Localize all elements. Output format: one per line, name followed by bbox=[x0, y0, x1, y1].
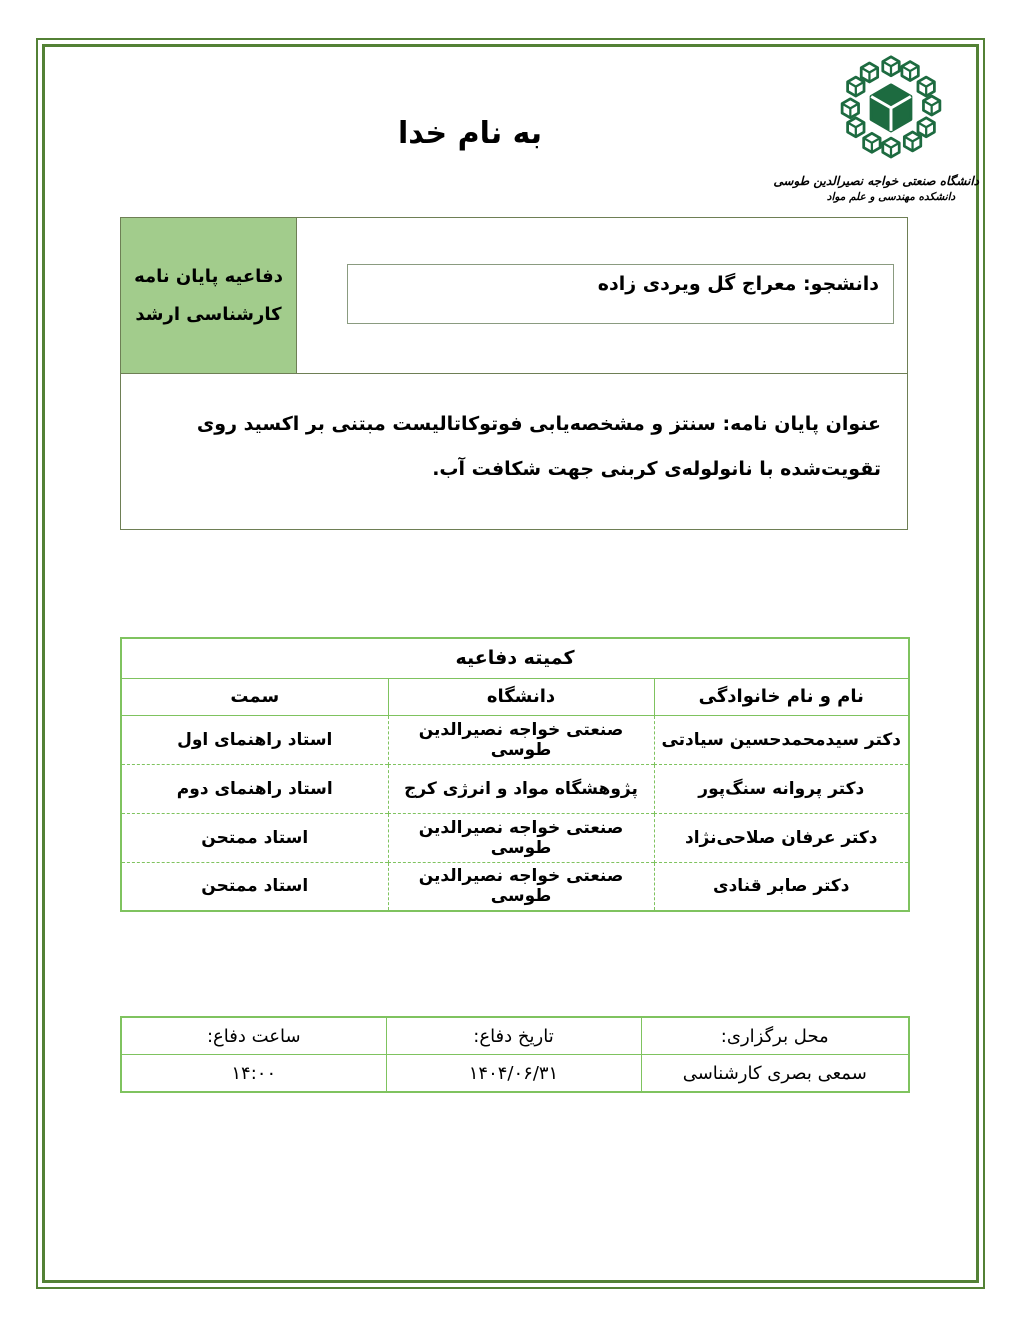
member-role: استاد راهنمای دوم bbox=[121, 764, 388, 813]
committee-title: کمیته دفاعیه bbox=[121, 638, 909, 678]
header-table-row1 bbox=[121, 218, 907, 374]
location-label: محل برگزاری: bbox=[641, 1017, 909, 1055]
member-role: استاد ممتحن bbox=[121, 813, 388, 862]
student-name-box bbox=[347, 264, 894, 324]
schedule-table bbox=[120, 1016, 910, 1093]
defense-type-line1: دفاعیه پایان نامه bbox=[134, 265, 283, 287]
member-name: دکتر عرفان صلاحی‌نژاد bbox=[654, 813, 909, 862]
schedule-header-row bbox=[121, 1017, 909, 1055]
faculty-name-calligraphy: دانشکده مهندسی و علم مواد bbox=[826, 191, 956, 203]
kntu-emblem-icon bbox=[823, 50, 959, 172]
member-role: استاد راهنمای اول bbox=[121, 715, 388, 764]
member-name: دکتر پروانه سنگ‌پور bbox=[654, 764, 909, 813]
table-row bbox=[121, 813, 909, 862]
col-header-university: دانشگاه bbox=[388, 678, 654, 715]
defense-type-line2: کارشناسی ارشد bbox=[135, 303, 282, 325]
member-name: دکتر سیدمحمدحسین سیادتی bbox=[654, 715, 909, 764]
member-university: صنعتی خواجه نصیرالدین طوسی bbox=[388, 715, 654, 764]
member-university: صنعتی خواجه نصیرالدین طوسی bbox=[388, 813, 654, 862]
schedule-value-row bbox=[121, 1055, 909, 1093]
member-name: دکتر صابر قنادی bbox=[654, 862, 909, 911]
thesis-title-cell bbox=[121, 374, 907, 529]
date-value: ۱۴۰۴/۰۶/۳۱ bbox=[386, 1055, 641, 1093]
bismillah-heading: به نام خدا bbox=[397, 116, 543, 151]
member-role: استاد ممتحن bbox=[121, 862, 388, 911]
table-row bbox=[121, 764, 909, 813]
header-table bbox=[120, 217, 908, 530]
member-university: پژوهشگاه مواد و انرژی کرج bbox=[388, 764, 654, 813]
committee-table bbox=[120, 637, 910, 912]
date-label: تاریخ دفاع: bbox=[386, 1017, 641, 1055]
time-value: ۱۴:۰۰ bbox=[121, 1055, 386, 1093]
member-university: صنعتی خواجه نصیرالدین طوسی bbox=[388, 862, 654, 911]
university-name-calligraphy: دانشگاه صنعتی خواجه نصیرالدین طوسی bbox=[773, 174, 979, 188]
table-row bbox=[121, 862, 909, 911]
thesis-title-text: عنوان پایان نامه: سنتز و مشخصه‌یابی فوتوکاتالیست مبتنی بر اکسید روی تقویت‌شده با نانولوله‌ی کربنی جهت شکافت آب. bbox=[196, 413, 881, 480]
time-label: ساعت دفاع: bbox=[121, 1017, 386, 1055]
committee-header-row bbox=[121, 678, 909, 715]
defense-type-cell bbox=[121, 218, 297, 373]
location-value: سمعی بصری کارشناسی bbox=[641, 1055, 909, 1093]
table-row bbox=[121, 715, 909, 764]
col-header-role: سمت bbox=[121, 678, 388, 715]
student-cell bbox=[297, 218, 907, 373]
col-header-name: نام و نام خانوادگی bbox=[654, 678, 909, 715]
committee-title-row bbox=[121, 638, 909, 678]
student-name-text: دانشجو: معراج گل ویردی زاده bbox=[597, 273, 879, 295]
